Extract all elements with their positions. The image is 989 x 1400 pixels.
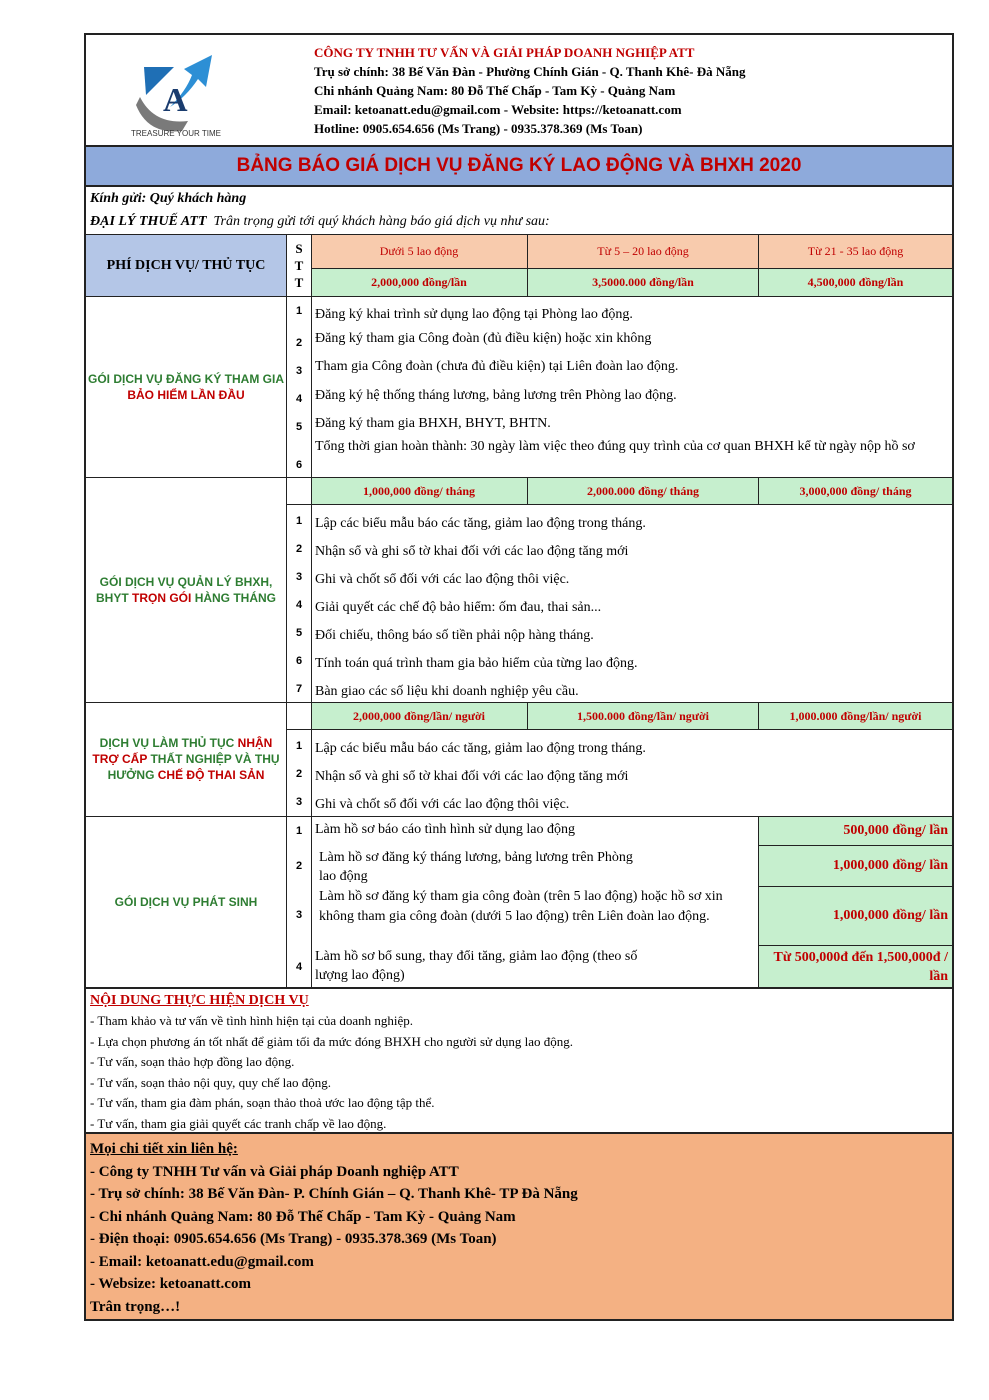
pkg1-item-6: Tổng thời gian hoàn thành: 30 ngày làm việc theo đúng quy trình của cơ quan BHXH kể từ ngày nộp hồ sơ: [315, 439, 915, 454]
pkg1-numbers: 1 2 3 4 5 6: [295, 305, 303, 471]
grid-line: [758, 816, 759, 987]
contact-line: - Chi nhánh Quảng Nam: 80 Đỗ Thế Chấp - Tam Kỳ - Quảng Nam: [90, 1208, 516, 1225]
col-header-21-35: Từ 21 - 35 lao động: [759, 235, 952, 268]
grid-line: [287, 729, 952, 730]
page-title: BẢNG BÁO GIÁ DỊCH VỤ ĐĂNG KÝ LAO ĐỘNG VÀ BHXH 2020: [86, 145, 952, 187]
pkg4-item-2: Làm hồ sơ đăng ký tháng lương, bảng lương trên Phòng lao động: [319, 850, 633, 884]
grid-line: [86, 477, 952, 478]
greeting: Kính gửi: Quý khách hàng: [90, 191, 247, 206]
grid-line: [758, 234, 759, 296]
grid-line: [311, 268, 952, 269]
pkg2-item-1: Lập các biểu mẫu báo các tăng, giảm lao động trong tháng.: [315, 516, 646, 531]
service-header: PHÍ DỊCH VỤ/ THỦ TỤC: [86, 235, 286, 296]
contact-list: [90, 1138, 578, 1318]
grid-line: [527, 234, 528, 296]
agent-name: ĐẠI LÝ THUẾ ATT: [90, 214, 207, 229]
pkg1-price-5-20: 3,5000.000 đồng/lần: [528, 269, 758, 296]
closing: Trân trọng…!: [90, 1298, 181, 1315]
pkg4-item-1: Làm hồ sơ báo cáo tình hình sử dụng lao động: [315, 822, 575, 837]
contact-title: Mọi chi tiết xin liên hệ:: [90, 1141, 238, 1157]
grid-line: [527, 702, 528, 729]
email-website: Email: ketoanatt.edu@gmail.com - Website: https://ketoanatt.com: [314, 102, 682, 117]
logo-tagline: TREASURE YOUR TIME: [131, 129, 221, 138]
contact-line: - Điện thoại: 0905.654.656 (Ms Trang) - 0935.378.369 (Ms Toan): [90, 1231, 497, 1247]
head-office: Trụ sở chính: 38 Bế Văn Đàn - Phường Chính Gián - Q. Thanh Khê- Đà Nẵng: [314, 64, 746, 79]
pkg4-num-3: 3: [295, 909, 303, 921]
pkg3-item-3: Ghi và chốt sổ đối với các lao động thôi việc.: [315, 797, 570, 812]
pkg3-price-21-35: 1,000.000 đồng/lần/ người: [759, 703, 952, 729]
pkg4-num-2: 2: [295, 860, 303, 872]
pkg1-item-2: Đăng ký tham gia Công đoàn (đủ điều kiện) hoặc xin không: [315, 331, 652, 346]
pkg3-price-5-20: 1,500.000 đồng/lần/ người: [528, 703, 758, 729]
hotline: Hotline: 0905.654.656 (Ms Trang) - 0935.378.369 (Ms Toan): [314, 121, 643, 136]
pkg4-name: GÓI DỊCH VỤ PHÁT SINH: [114, 895, 258, 909]
agent-text: Trân trọng gửi tới quý khách hàng báo giá dịch vụ như sau:: [213, 214, 550, 229]
col-header-5-20: Từ 5 – 20 lao động: [528, 235, 758, 268]
pkg2-item-6: Tính toán quá trình tham gia bảo hiểm của từng lao động.: [315, 656, 638, 671]
content-title: NỘI DUNG THỰC HIỆN DỊCH VỤ: [90, 993, 309, 1008]
pkg2-price-21-35: 3,000,000 đồng/ tháng: [759, 478, 952, 504]
pkg3-item-1: Lập các biểu mẫu báo các tăng, giảm lao động trong tháng.: [315, 741, 646, 756]
pkg3-name: DỊCH VỤ LÀM THỦ TỤC NHẬN TRỢ CẤP THẤT NGHIỆP VÀ THỤ HƯỞNG CHẾ ĐỘ THAI SẢN: [92, 736, 280, 782]
pkg2-price-under5: 1,000,000 đồng/ tháng: [311, 478, 527, 504]
price-sheet: [84, 33, 954, 1321]
pkg4-item-4: Làm hồ sơ bổ sung, thay đổi tăng, giảm lao động (theo số lượng lao động): [315, 949, 638, 983]
contact-line: - Công ty TNHH Tư vấn và Giải pháp Doanh nghiệp ATT: [90, 1163, 459, 1180]
pkg2-name: GÓI DỊCH VỤ QUẢN LÝ BHXH, BHYT TRỌN GÓI HÀNG THÁNG: [95, 574, 277, 605]
pkg4-price-4: Từ 500,000đ đến 1,500,000đ / lần: [759, 946, 952, 987]
pkg4-num-1: 1: [295, 825, 303, 837]
grid-line: [759, 886, 952, 887]
grid-line: [758, 702, 759, 729]
company-logo: [126, 47, 226, 151]
col-header-under5: Dưới 5 lao động: [311, 235, 527, 268]
pkg2-numbers: 1 2 3 4 5 6 7: [295, 515, 303, 695]
pkg3-item-2: Nhận sổ và ghi sổ tờ khai đối với các lao động tăng mới: [315, 769, 629, 784]
grid-line: [86, 987, 952, 989]
agent-line: [90, 214, 550, 230]
pkg2-item-3: Ghi và chốt sổ đối với các lao động thôi việc.: [315, 572, 570, 587]
contact-line: - Email: ketoanatt.edu@gmail.com: [90, 1253, 314, 1270]
pkg2-item-7: Bàn giao các số liệu khi doanh nghiệp yêu cầu.: [315, 684, 579, 699]
grid-line: [286, 234, 287, 987]
pkg3-numbers: 1 2 3: [295, 740, 303, 808]
pkg2-item-4: Giải quyết các chế độ bảo hiểm: ốm đau, thai sản...: [315, 600, 602, 615]
pkg1-item-5: Đăng ký tham gia BHXH, BHYT, BHTN.: [315, 416, 551, 431]
list-item: - Tư vấn, tham gia giải quyết các tranh chấp về lao động.: [90, 1115, 387, 1131]
pkg1-item-3: Tham gia Công đoàn (chưa đủ điều kiện) tại Liên đoàn lao động.: [315, 359, 679, 374]
pkg1-name: GÓI DỊCH VỤ ĐĂNG KÝ THAM GIA BẢO HIỂM LẦN ĐẦU: [87, 372, 284, 402]
grid-line: [86, 296, 952, 297]
contact-box: [86, 1132, 952, 1319]
grid-line: [287, 504, 952, 505]
company-info: [314, 43, 944, 138]
grid-line: [758, 477, 759, 504]
grid-line: [759, 845, 952, 846]
grid-line: [86, 234, 952, 235]
content-list: [90, 1011, 573, 1134]
list-item: - Lựa chọn phương án tốt nhất để giảm tối đa mức đóng BHXH cho người sử dụng lao động.: [90, 1033, 573, 1049]
pkg4-price-1: 500,000 đồng/ lần: [759, 817, 952, 845]
grid-line: [311, 234, 312, 987]
pkg3-price-under5: 2,000,000 đồng/lần/ người: [311, 703, 527, 729]
grid-line: [527, 477, 528, 504]
pkg4-num-4: 4: [295, 961, 303, 973]
pkg1-item-4: Đăng ký hệ thống tháng lương, bảng lương trên Phòng lao động.: [315, 388, 677, 403]
list-item: - Tư vấn, tham gia đàm phán, soạn thảo thoả ước lao động tập thể.: [90, 1095, 435, 1110]
branch-office: Chi nhánh Quảng Nam: 80 Đỗ Thế Chấp - Tam Kỳ - Quảng Nam: [314, 83, 676, 98]
logo-letter: A: [163, 82, 188, 119]
pkg1-price-21-35: 4,500,000 đồng/lần: [759, 269, 952, 296]
list-item: - Tư vấn, soạn thảo nội quy, quy chế lao động.: [90, 1074, 332, 1090]
contact-line: - Websize: ketoanatt.com: [90, 1276, 251, 1292]
list-item: - Tham khảo và tư vấn về tình hình hiện tại của doanh nghiệp.: [90, 1013, 414, 1028]
company-name: CÔNG TY TNHH TƯ VẤN VÀ GIẢI PHÁP DOANH NGHIỆP ATT: [314, 45, 695, 60]
stt-header: S T T: [294, 241, 304, 290]
grid-line: [86, 816, 952, 817]
pkg2-price-5-20: 2,000.000 đồng/ tháng: [528, 478, 758, 504]
pkg4-price-2: 1,000,000 đồng/ lần: [759, 846, 952, 886]
pkg2-item-5: Đối chiếu, thông báo số tiền phải nộp hàng tháng.: [315, 628, 594, 643]
pkg2-item-2: Nhận sổ và ghi sổ tờ khai đối với các lao động tăng mới: [315, 544, 629, 559]
pkg4-item-3: Làm hồ sơ đăng ký tham gia công đoàn (trên 5 lao động) hoặc hồ sơ xin không tham gia công đoàn (dưới 5 lao động) trên Liên đoàn lao động.: [319, 889, 723, 924]
pkg1-price-under5: 2,000,000 đồng/lần: [311, 269, 527, 296]
pkg4-price-3: 1,000,000 đồng/ lần: [759, 887, 952, 945]
contact-line: - Trụ sở chính: 38 Bế Văn Đàn- P. Chính Gián – Q. Thanh Khê- TP Đà Nẵng: [90, 1186, 578, 1202]
list-item: - Tư vấn, soạn thảo hợp đồng lao động.: [90, 1054, 295, 1069]
pkg1-item-1: Đăng ký khai trình sử dụng lao động tại Phòng lao động.: [315, 307, 633, 322]
grid-line: [759, 945, 952, 946]
grid-line: [86, 702, 952, 703]
